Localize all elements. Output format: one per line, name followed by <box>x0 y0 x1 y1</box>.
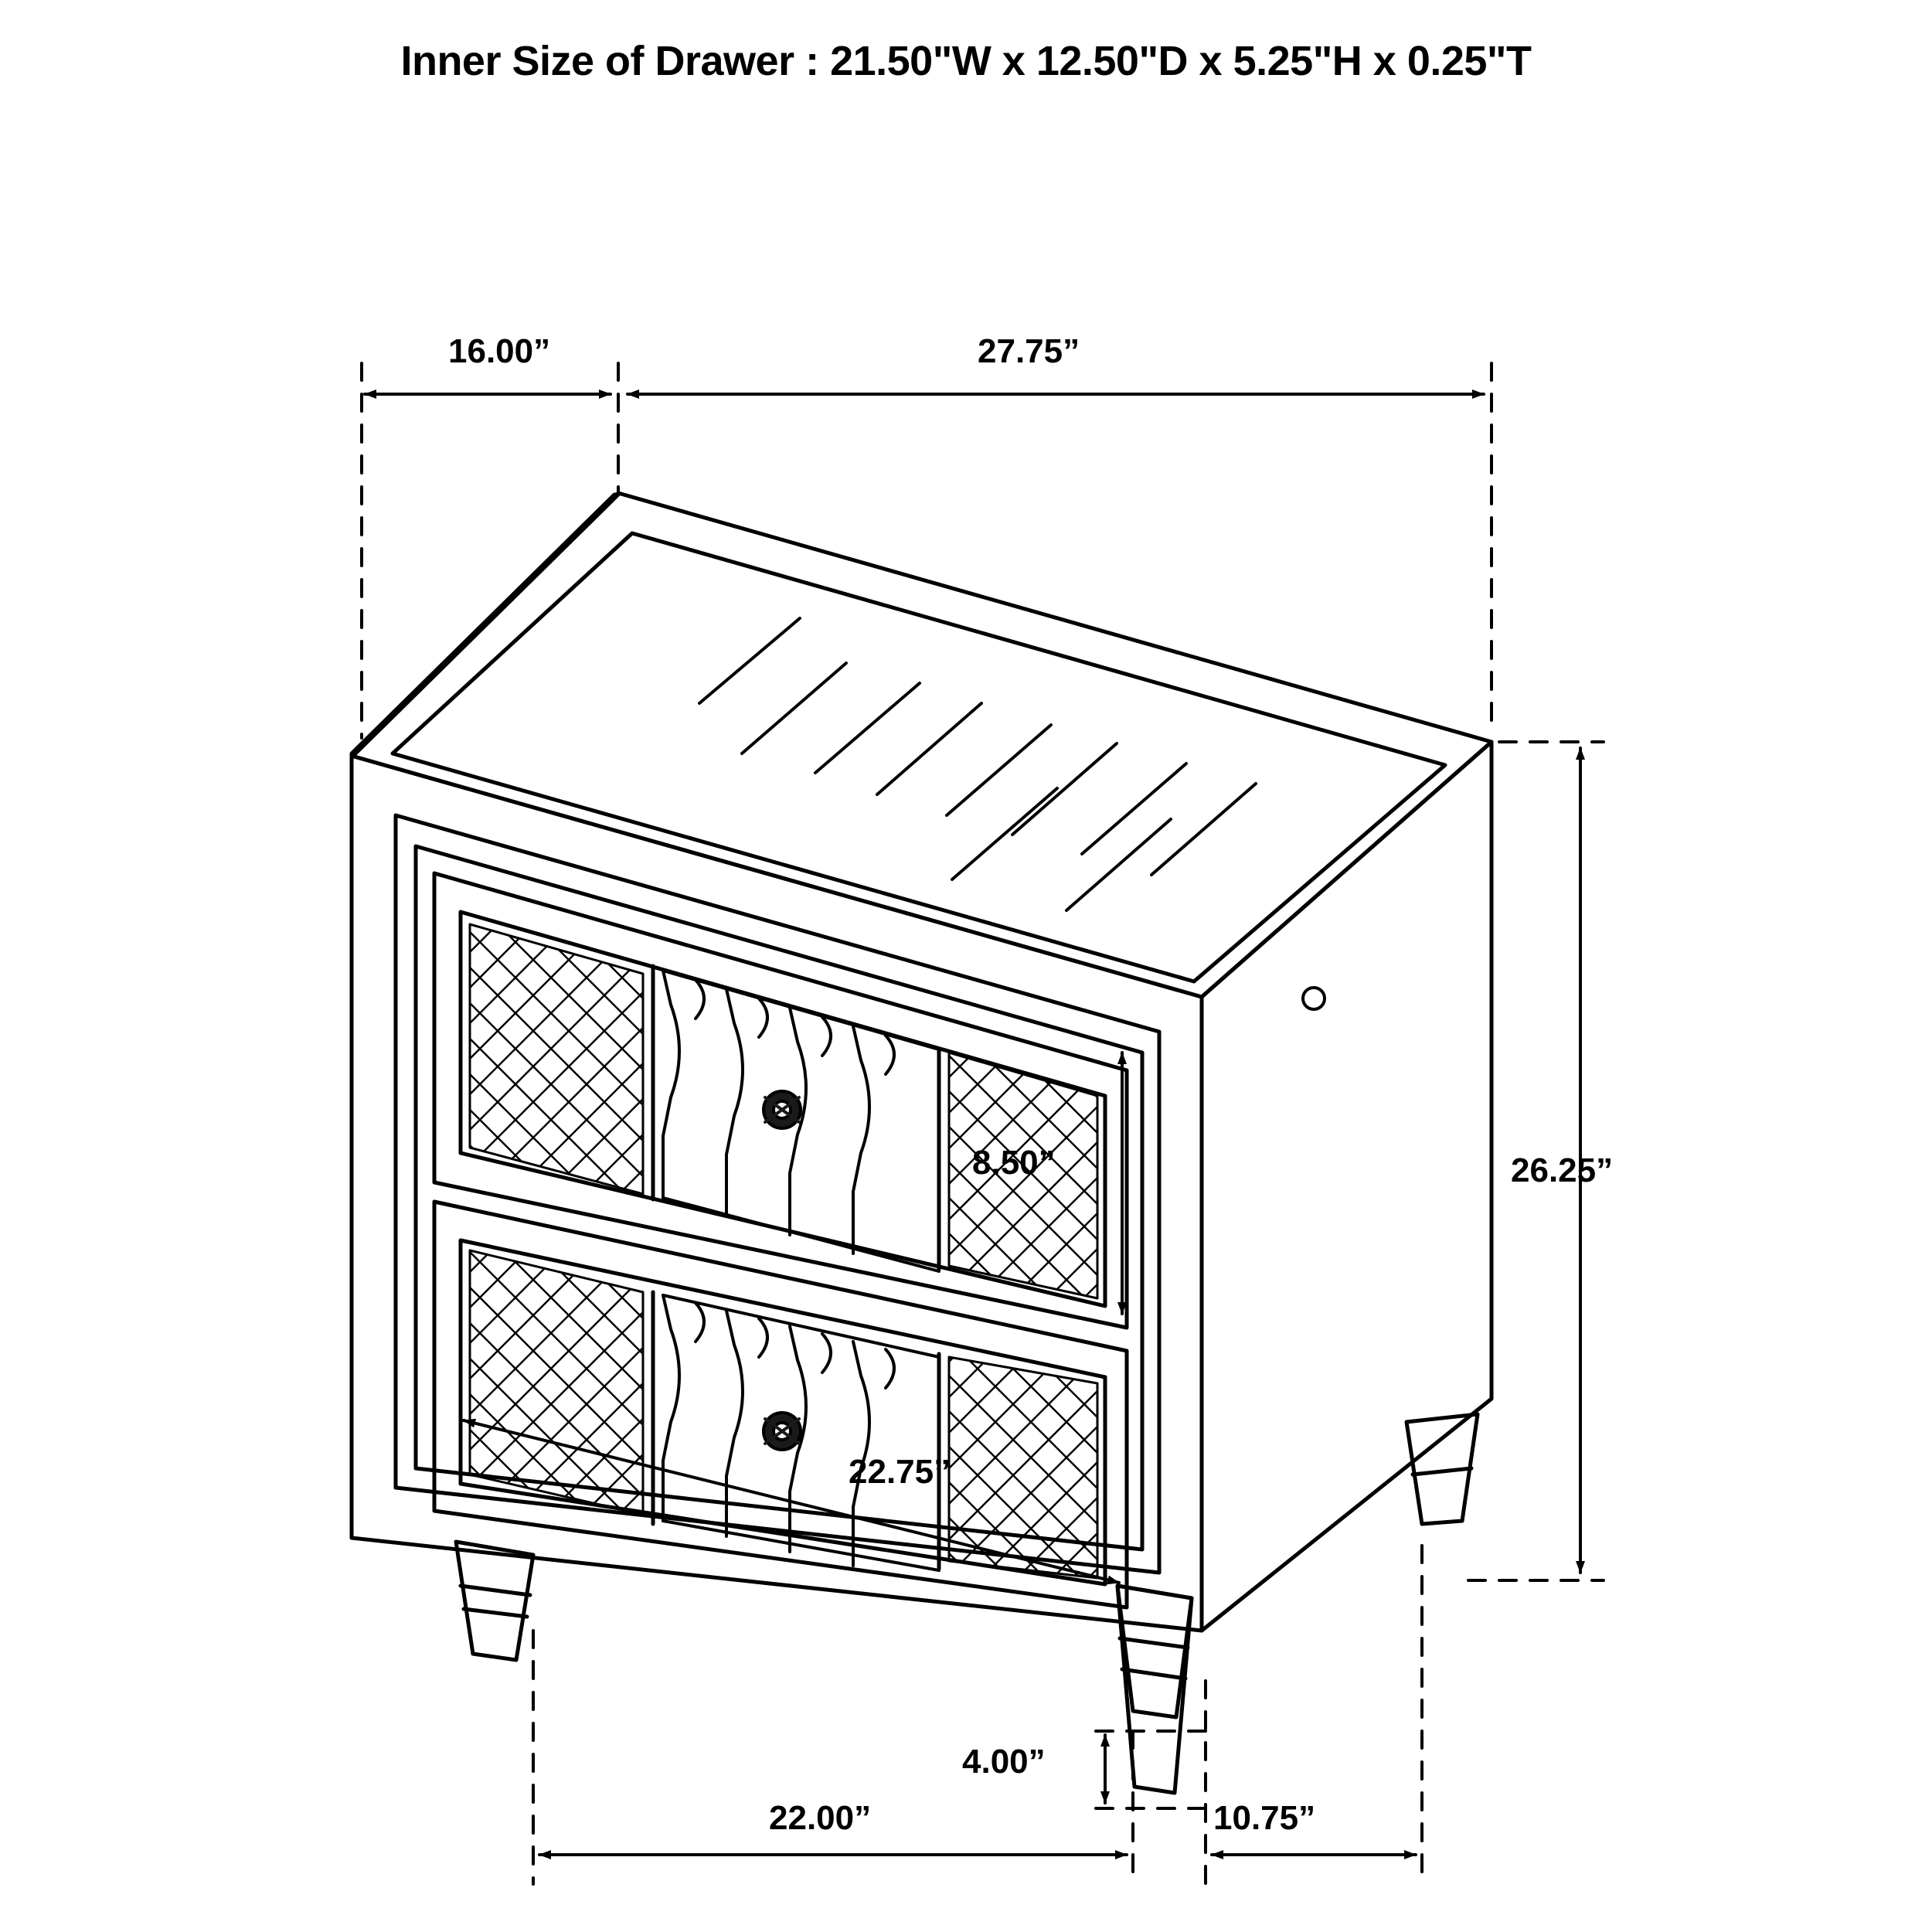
dimension-label-depth-top: 16.00” <box>448 332 551 370</box>
dimension-label-drawer-height: 8.50” <box>972 1144 1056 1182</box>
dimension-label-side-width-bottom: 10.75” <box>1213 1799 1316 1837</box>
drawer-knob-lower <box>764 1413 801 1450</box>
dimension-label-front-width-bottom: 22.00” <box>769 1799 872 1837</box>
dimension-label-drawer-width: 22.75” <box>849 1453 951 1491</box>
lattice-panel-upper-left <box>470 924 643 1194</box>
leg-back-right <box>1406 1414 1478 1524</box>
dimension-label-leg-height: 4.00” <box>962 1743 1046 1781</box>
dimension-label-width-top: 27.75” <box>978 332 1080 370</box>
leg-front-left <box>456 1542 533 1660</box>
leg-front-right <box>1117 1586 1192 1793</box>
cabinet-right-side <box>1202 742 1492 1631</box>
dimension-label-height-right: 26.25” <box>1511 1151 1614 1189</box>
ornament-panel-upper <box>663 971 939 1271</box>
top-mirror-streaks <box>699 618 1256 910</box>
lattice-panel-lower-left <box>470 1250 643 1515</box>
page-title: Inner Size of Drawer : 21.50"W x 12.50"D x 5.25"H x 0.25"T <box>400 38 1532 84</box>
cabinet-top <box>352 493 1492 997</box>
drawer-knob-upper <box>764 1091 801 1128</box>
